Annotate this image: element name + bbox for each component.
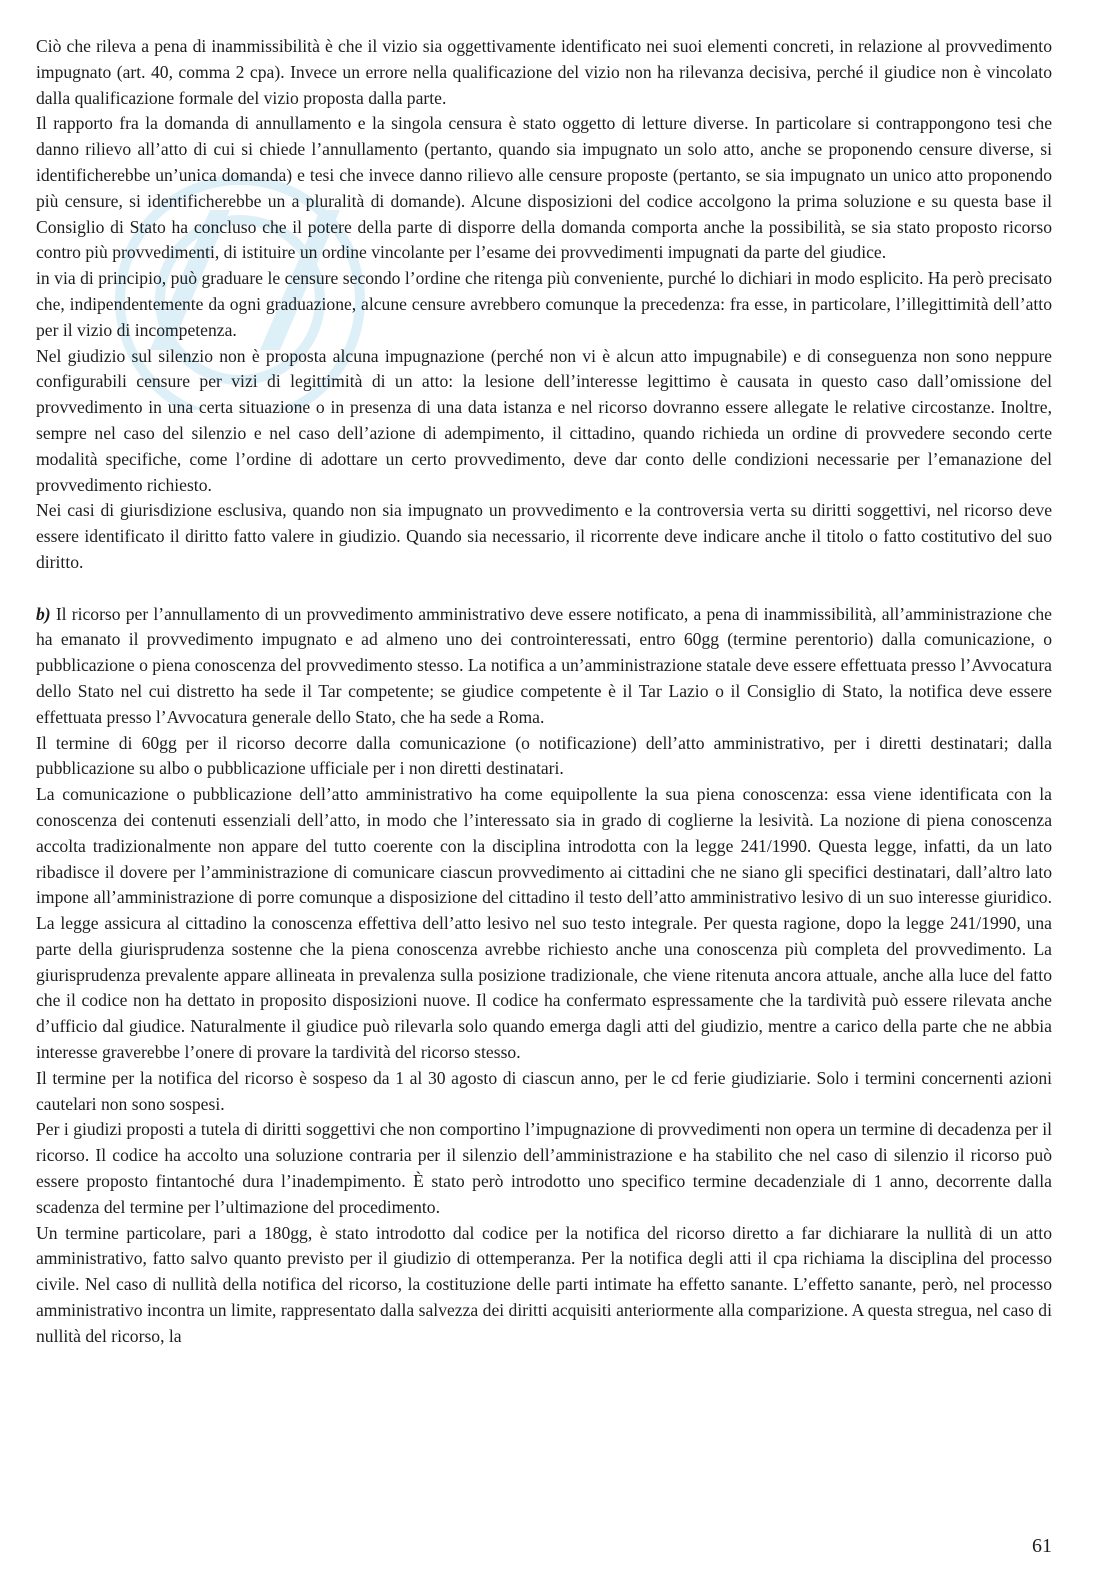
paragraph: Il termine di 60gg per il ricorso decorre dalla comunicazione (o notificazione) dell’atto amministrativo, per i diretti destinatari; dalla pubblicazione su albo o pubblicazione ufficiale per i non diretti destinatari. — [36, 732, 1052, 779]
paragraph: Ciò che rileva a pena di inammissibilità è che il vizio sia oggettivamente identificato nei suoi elementi concreti, in relazione al provvedimento impugnato (art. 40, comma 2 cpa). Invece un errore nella qualificazione del vizio non ha rilevanza decisiva, perché il giudice non è vincolato dalla qualificazione formale del vizio proposta dalla parte. — [36, 36, 1052, 108]
paragraph: in via di principio, può graduare le censure secondo l’ordine che ritenga più conveniente, purché lo dichiari in modo esplicito. Ha però precisato che, indipendentemente da ogni graduazione, alcune censure avrebbero comunque la precedenza: fra esse, in particolare, l’illegittimità dell’atto per il vizio di incompetenza. — [36, 268, 1052, 340]
paragraph: Nel giudizio sul silenzio non è proposta alcuna impugnazione (perché non vi è alcun atto impugnabile) e di conseguenza non sono neppure configurabili censure per vizi di legittimità di un atto: la lesione dell’interesse legittimo è causata in questo caso dall’omissione del provvedimento in una certa situazione o in presenza di una data istanza e nel ricorso dovranno essere allegate le relative circostanze. Inoltre, sempre nel caso del silenzio e nel caso dell’azione di adempimento, il cittadino, quando richieda un ordine di provvedere secondo certe modalità specifiche, come l’ordine di adottare un certo provvedimento, deve dar conto delle condizioni necessarie per l’emanazione del provvedimento richiesto. — [36, 345, 1052, 495]
paragraph: Nei casi di giurisdizione esclusiva, quando non sia impugnato un provvedimento e la controversia verta su diritti soggettivi, nel ricorso deve essere identificato il diritto fatto valere in giudizio. Quando sia necessario, il ricorrente deve indicare anche il titolo o fatto costitutivo del suo diritto. — [36, 500, 1052, 572]
paragraph: Il termine per la notifica del ricorso è sospeso da 1 al 30 agosto di ciascun anno, per le cd ferie giudiziarie. Solo i termini concernenti azioni cautelari non sono sospesi. — [36, 1067, 1052, 1114]
section-b-label: b) — [36, 603, 51, 624]
paragraph: La comunicazione o pubblicazione dell’atto amministrativo ha come equipollente la sua piena conoscenza: essa viene identificata con la conoscenza dei contenuti essenziali dell’atto, in modo che l’interessato sia in grado di coglierne la lesività. La nozione di piena conoscenza accolta tradizionalmente non appare del tutto coerente con la disciplina introdotta con la legge 241/1990. Questa legge, infatti, da un lato ribadisce il dovere per l’amministrazione di comunicare ciascun provvedimento ai cittadini che ne siano gli specifici destinatari, dall’altro lato impone all’amministrazione di porre comunque a disposizione del cittadino il testo dell’atto amministrativo lesivo di un suo interesse giuridico. La legge assicura al cittadino la conoscenza effettiva dell’atto lesivo nel suo testo integrale. Per questa ragione, dopo la legge 241/1990, una parte della giurisprudenza sostenne che la piena conoscenza avrebbe richiesto anche una conoscenza più completa del provvedimento. La giurisprudenza prevalente appare allineata in prevalenza sulla posizione tradizionale, che viene ritenuta ancora attuale, anche alla luce del fatto che il codice non ha dettato in proposito disposizioni nuove. Il codice ha confermato espressamente che la tardività può essere rilevata anche d’ufficio dal giudice. Naturalmente il giudice può rilevarla solo quando emerga dagli atti del giudizio, mentre a carico della parte che ne abbia interesse graverebbe l’onere di provare la tardività del ricorso stesso. — [36, 784, 1052, 1063]
paragraph: Un termine particolare, pari a 180gg, è stato introdotto dal codice per la notifica del ricorso diretto a far dichiarare la nullità di un atto amministrativo, fatto salvo quanto previsto per il giudizio di ottemperanza. Per la notifica degli atti il cpa richiama la disciplina del processo civile. Nel caso di nullità della notifica del ricorso, la costituzione delle parti intimate ha effetto sanante. L’effetto sanante, però, nel processo amministrativo incontra un limite, rappresentato dalla salvezza dei diritti acquisiti anteriormente alla comparizione. A questa stregua, nel caso di nullità del ricorso, la — [36, 1222, 1052, 1346]
paragraph: Il rapporto fra la domanda di annullamento e la singola censura è stato oggetto di letture diverse. In particolare si contrappongono tesi che danno rilievo all’atto di cui si chiede l’annullamento (pertanto, quando sia impugnato un solo atto, anche se proponendo censure diverse, si identificherebbe un’unica domanda) e tesi che invece danno rilievo alle censure proposte (pertanto, se sia impugnato un unico atto proponendo più censure, si identificherebbe un a pluralità di domande). Alcune disposizioni del codice accolgono la prima soluzione e su questa base il Consiglio di Stato ha concluso che il potere della parte di disporre della domanda comporta anche la possibilità, se sia stato proposto ricorso contro più provvedimenti, di istituire un ordine vincolante per l’esame dei provvedimenti impugnati da parte del giudice. — [36, 113, 1052, 263]
paragraph: Per i giudizi proposti a tutela di diritti soggettivi che non comportino l’impugnazione di provvedimenti non opera un termine di decadenza per il ricorso. Il codice ha accolto una soluzione contraria per il silenzio dell’amministrazione e ha stabilito che nel caso di silenzio il ricorso può essere proposto fintantoché dura l’inadempimento. È stato però introdotto uno specifico termine decadenziale di 1 anno, decorrente dalla scadenza del termine per l’ultimazione del procedimento. — [36, 1119, 1052, 1217]
page-number: 61 — [1032, 1535, 1052, 1557]
section-b-paragraph — [36, 602, 1052, 731]
section-b-text: Il ricorso per l’annullamento di un provvedimento amministrativo deve essere notificato, a pena di inammissibilità, all’amministrazione che ha emanato il provvedimento impugnato e ad almeno uno dei controinteressati, entro 60gg (termine perentorio) dalla comunicazione, o pubblicazione o piena conoscenza del provvedimento stesso. La notifica a un’amministrazione statale deve essere effettuata presso l’Avvocatura dello Stato nel cui distretto ha sede il Tar competente; se giudice competente è il Tar Lazio o il Consiglio di Stato, la notifica deve essere effettuata presso l’Avvocatura generale dello Stato, che ha sede a Roma. — [36, 603, 1052, 727]
document-body — [36, 34, 1052, 1350]
